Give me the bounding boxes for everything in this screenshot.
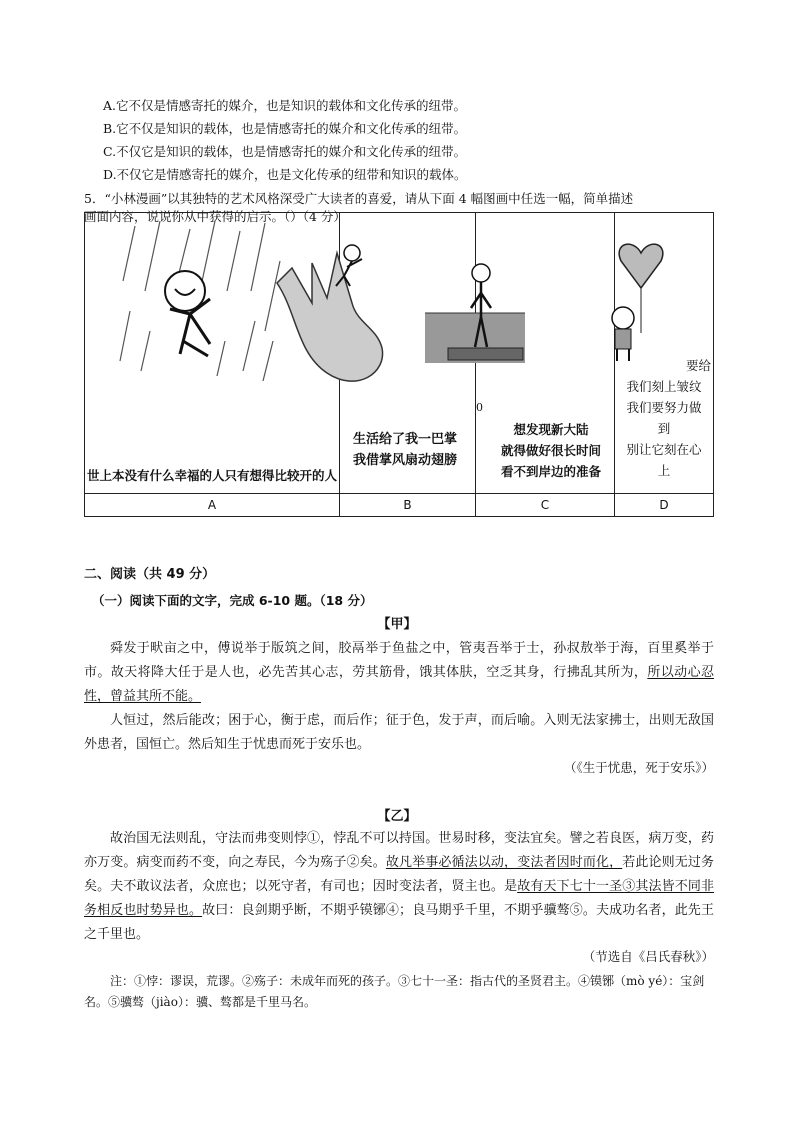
comic-d-line-6: 上 bbox=[657, 463, 671, 478]
comic-c-caption bbox=[490, 419, 612, 482]
comic-label-a: A bbox=[207, 498, 217, 512]
option-b: B.它不仅是知识的载体，也是情感寄托的媒介和文化传承的纽带。 bbox=[103, 121, 467, 136]
comic-c-caption-line-2: 就得做好很长时间 bbox=[500, 443, 601, 458]
passage-yi-text-3: 故曰：良剑期乎断，不期乎镆铘④；良马期乎千里，不期乎骥骜⑤。夫成功名者，此先王之千里也。 bbox=[84, 903, 714, 942]
passage-jia-p1-underlined: 所以动心忍性，曾益其所不能。 bbox=[84, 665, 714, 704]
comic-label-d: D bbox=[659, 498, 669, 512]
comic-b-illustration bbox=[257, 243, 407, 393]
passage-yi-paragraph bbox=[84, 827, 714, 947]
passage-jia-paragraph-1 bbox=[84, 637, 714, 709]
passage-yi-underlined-2: 故有天下七十一圣③其法皆不同非务相反也时势异也。 bbox=[84, 879, 714, 918]
passage-jia-paragraph-2: 人恒过，然后能改；困于心，衡于虑，而后作；征于色，发于声，而后喻。入则无法家拂士，出则无敌国外患者，国恒亡。然后知生于忧患而死于安乐也。 bbox=[84, 713, 714, 752]
comic-d-line-2: 我们刻上皱纹 bbox=[626, 379, 702, 394]
subsection-1-title: （一）阅读下面的文字，完成 6-10 题。（18 分） bbox=[92, 593, 373, 608]
comic-d-text bbox=[615, 355, 713, 481]
comic-d-illustration bbox=[603, 233, 668, 363]
passage-yi-text-1: 故治国无法则乱，守法而弗变则悖①，悖乱不可以持国。世易时移，变法宜矣。譬之若良医，病万变，药亦万变。病变而药不变，向之寿民，今为殇子②矣。 bbox=[84, 831, 714, 870]
comic-label-c: C bbox=[540, 498, 550, 512]
passage-yi-underlined-1: 故凡举事必循法以动，变法者因时而化， bbox=[385, 855, 623, 870]
comic-d-line-5: 别让它刻在心 bbox=[626, 442, 702, 457]
passage-jia-p1-text: 舜发于畎亩之中，傅说举于版筑之间，胶鬲举于鱼盐之中，管夷吾举于士，孙叔敖举于海，百里奚举于市。故天将降大任于是人也，必先苦其心志，劳其筋骨，饿其体肤，空乏其身，行拂乱其所为， bbox=[84, 641, 714, 680]
option-d: D.不仅它是情感寄托的媒介，也是文化传承的纽带和知识的载体。 bbox=[103, 167, 467, 182]
comic-c-caption-line-1: 想发现新大陆 bbox=[513, 422, 589, 437]
comic-a-caption: 世上本没有什么幸福的人只有想得比较开的人 bbox=[87, 468, 338, 483]
comic-label-b: B bbox=[403, 498, 412, 512]
passage-jia-source: （《生于忧患，死于安乐》） bbox=[563, 760, 714, 775]
comic-c-caption-line-3: 看不到岸边的准备 bbox=[500, 464, 601, 479]
section-2-title: 二、阅读（共 49 分） bbox=[84, 567, 216, 582]
comic-d-line-1: 要给 bbox=[685, 358, 711, 373]
option-c: C.不仅它是知识的载体，也是情感寄托的媒介和文化传承的纽带。 bbox=[103, 144, 467, 159]
comic-b-caption-line-1: 生活给了我一巴掌 bbox=[353, 432, 458, 447]
comic-b-caption bbox=[353, 429, 471, 471]
passage-yi-text-2: 若此论则无过务矣。夫不敢议法者，众庶也；以死守者，有司也；因时变法者，贤主也。是 bbox=[84, 855, 714, 894]
passage-yi-source: （节选自《吕氏春秋》） bbox=[582, 949, 714, 964]
comic-c-stray-mark: 0 bbox=[476, 401, 483, 414]
comic-table bbox=[84, 212, 714, 517]
passage-yi-notes: 注：①悖：谬误，荒谬。②殇子：未成年而死的孩子。③七十一圣：指古代的圣贤君主。④镆铘（mò yé）：宝剑名。⑤骥骜（jiào）：骥、骜都是千里马名。 bbox=[84, 974, 705, 1009]
comic-d-line-3: 我们要努力做 bbox=[626, 400, 702, 415]
comic-c-illustration bbox=[423, 253, 533, 373]
question-5-line-2: 画面内容，说说你从中获得的启示。（）（4 分） bbox=[84, 209, 346, 224]
option-a: A.它不仅是情感寄托的媒介，也是知识的载体和文化传承的纽带。 bbox=[103, 98, 467, 113]
passage-jia-heading: 【甲】 bbox=[377, 617, 417, 632]
passage-yi-heading: 【乙】 bbox=[377, 809, 417, 824]
comic-b-caption-line-2: 我借掌风扇动翅膀 bbox=[353, 453, 458, 468]
question-5-line-1: 5．“小林漫画”以其独特的艺术风格深受广大读者的喜爱，请从下面 4 幅图画中任选一幅，简单描述 bbox=[84, 191, 634, 206]
comic-d-line-4: 到 bbox=[657, 421, 671, 436]
